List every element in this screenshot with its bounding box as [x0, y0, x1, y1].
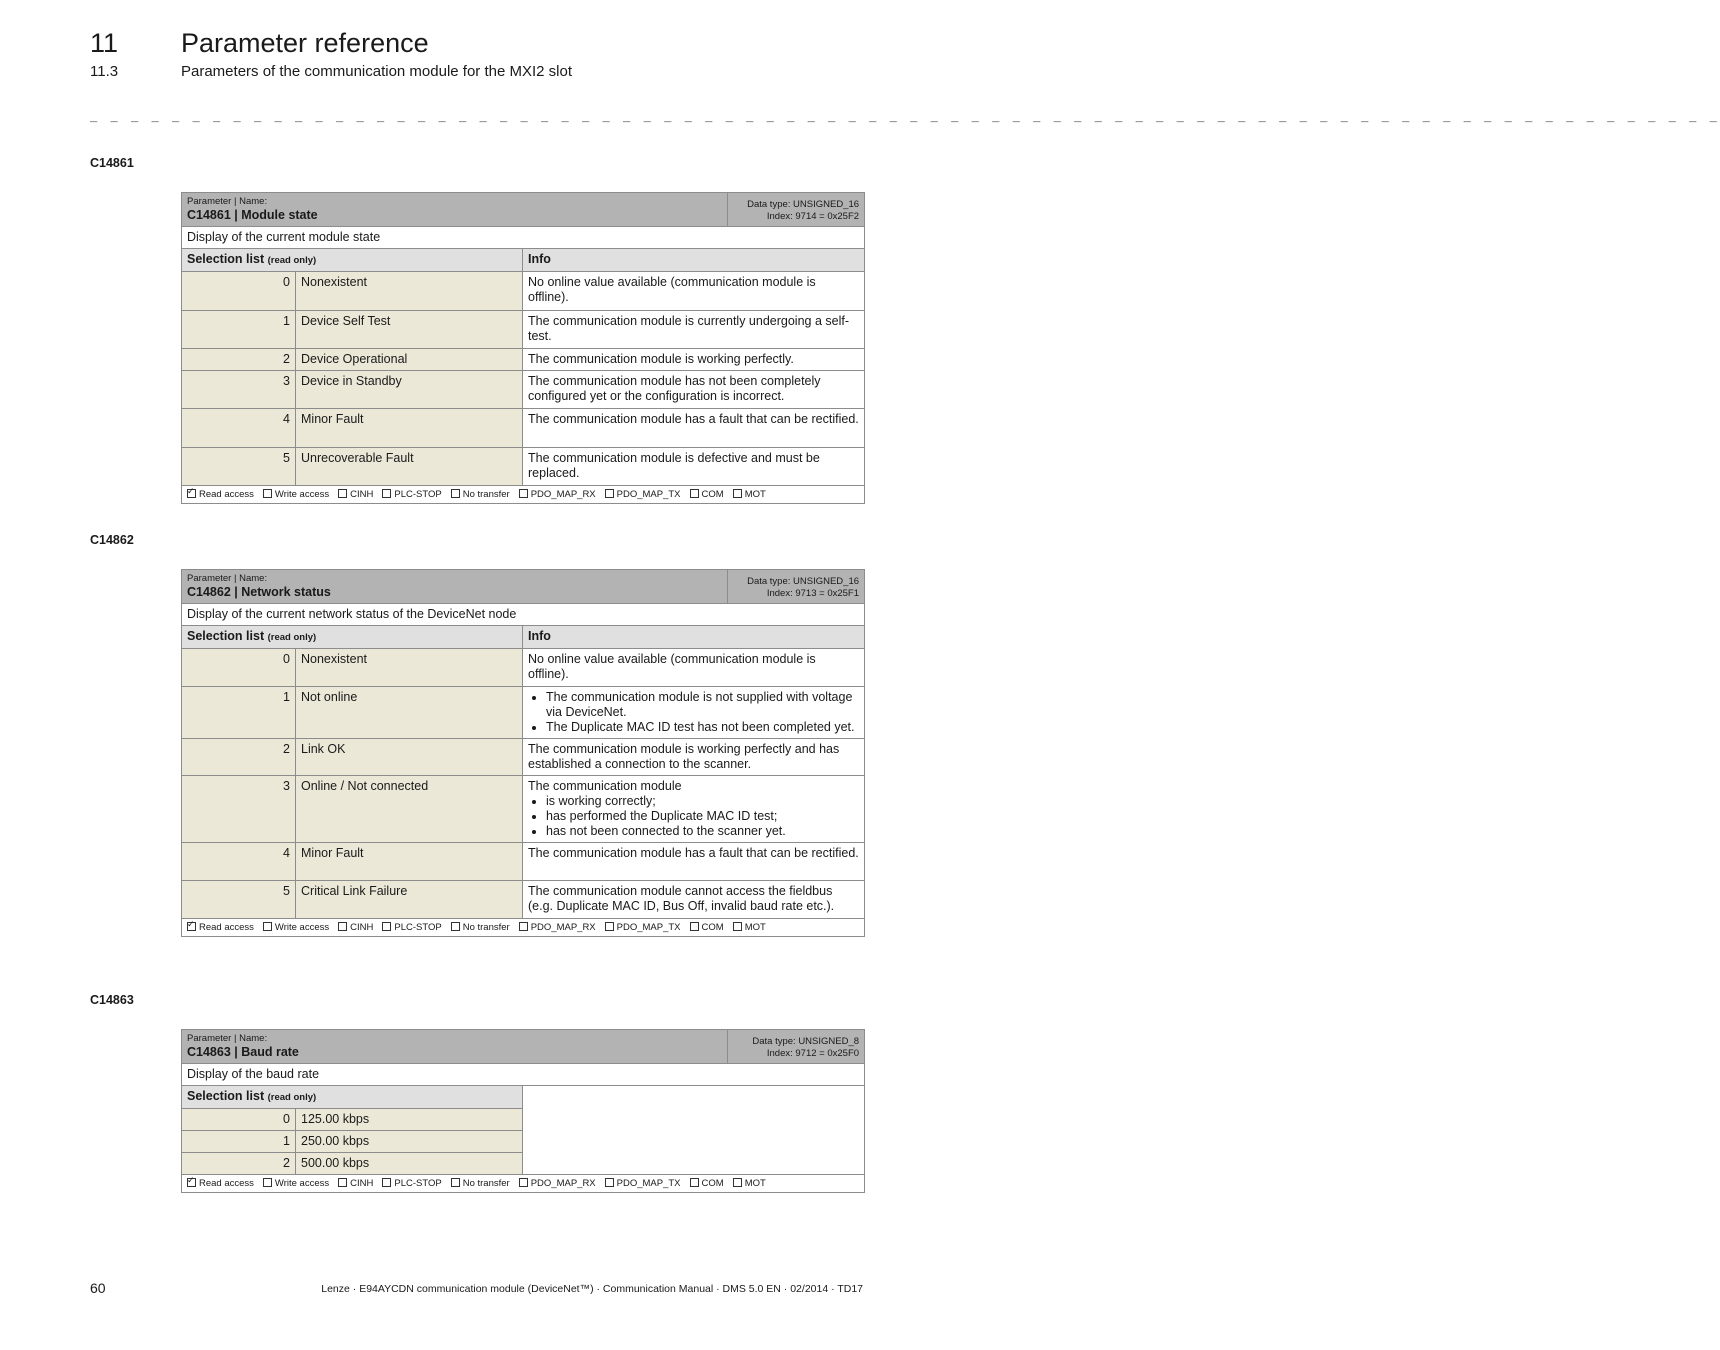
- param-header-row: [182, 570, 865, 604]
- access-flag: [519, 1177, 596, 1190]
- param-name-caption: Parameter | Name:: [187, 196, 268, 207]
- access-flag: [263, 1177, 329, 1190]
- access-flag: [187, 488, 254, 501]
- row-value: Device Operational: [296, 349, 523, 371]
- row-info: The communication module cannot access the fieldbus (e.g. Duplicate MAC ID, Bus Off, invalid baud rate etc.).: [523, 881, 865, 919]
- access-flag: [382, 1177, 441, 1190]
- data-type: Data type: UNSIGNED_16: [747, 199, 860, 210]
- access-flag-label: CINH: [350, 922, 374, 933]
- table-row: [182, 409, 865, 448]
- row-number: 5: [182, 881, 296, 919]
- access-flag-label: No transfer: [462, 922, 510, 933]
- access-flag-label: Write access: [274, 922, 330, 933]
- table-row: [182, 739, 865, 776]
- row-info: No online value available (communication module is offline).: [523, 649, 865, 687]
- row-number: 1: [182, 1131, 296, 1153]
- selection-header-row: [182, 1086, 865, 1109]
- row-number: 2: [182, 1153, 296, 1175]
- param-table-c14863: [181, 1029, 865, 1193]
- unchecked-box-icon: [733, 922, 742, 931]
- param-index: Index: 9714 = 0x25F2: [766, 211, 860, 222]
- param-name-caption: Parameter | Name:: [187, 573, 268, 584]
- row-number: 1: [182, 687, 296, 739]
- row-value: Online / Not connected: [296, 776, 523, 843]
- access-flag-label: PDO_MAP_TX: [616, 922, 681, 933]
- param-title: C14862 | Network status: [187, 585, 331, 599]
- access-flag-label: PLC-STOP: [394, 489, 442, 500]
- access-flag: [338, 1177, 373, 1190]
- row-value: Unrecoverable Fault: [296, 448, 523, 486]
- unchecked-box-icon: [451, 489, 460, 498]
- data-type: Data type: UNSIGNED_16: [747, 576, 860, 587]
- table-row: [182, 371, 865, 409]
- row-info: The communication module has a fault that can be rectified.: [523, 843, 865, 881]
- access-flag: [451, 488, 510, 501]
- unchecked-box-icon: [733, 1178, 742, 1187]
- access-flag: [733, 488, 766, 501]
- param-table-c14861: [181, 192, 865, 504]
- param-title: C14861 | Module state: [187, 208, 318, 222]
- unchecked-box-icon: [605, 1178, 614, 1187]
- access-flags-row: [182, 919, 865, 937]
- info-bullet: • The Duplicate MAC ID test has not been completed yet.: [546, 720, 859, 735]
- row-value: Critical Link Failure: [296, 881, 523, 919]
- param-heading: C14862: [90, 533, 134, 547]
- unchecked-box-icon: [733, 489, 742, 498]
- row-info: [523, 687, 865, 739]
- row-value: Device in Standby: [296, 371, 523, 409]
- access-flag: [187, 921, 254, 934]
- table-row: [182, 881, 865, 919]
- row-info: The communication module has a fault that can be rectified.: [523, 409, 865, 448]
- unchecked-box-icon: [263, 489, 272, 498]
- param-name-caption: Parameter | Name:: [187, 1033, 268, 1044]
- access-flag-label: Write access: [274, 1178, 330, 1189]
- unchecked-box-icon: [519, 922, 528, 931]
- row-number: 3: [182, 776, 296, 843]
- access-flag: [338, 488, 373, 501]
- access-flags: [182, 919, 865, 937]
- access-flag-label: COM: [701, 922, 724, 933]
- selection-header-row: [182, 249, 865, 272]
- access-flag-label: COM: [701, 1178, 724, 1189]
- access-flag: [733, 1177, 766, 1190]
- param-description: Display of the current module state: [182, 227, 865, 249]
- param-index: Index: 9713 = 0x25F1: [766, 588, 860, 599]
- unchecked-box-icon: [690, 1178, 699, 1187]
- page-number: 60: [90, 1280, 106, 1296]
- info-bullet: • The communication module is not supplied with voltage via DeviceNet.: [546, 690, 859, 720]
- access-flag: [605, 921, 681, 934]
- chapter-title: Parameter reference: [181, 28, 429, 58]
- access-flag: [605, 1177, 681, 1190]
- access-flags-row: [182, 486, 865, 504]
- param-index: Index: 9712 = 0x25F0: [766, 1048, 860, 1059]
- row-value: Not online: [296, 687, 523, 739]
- unchecked-box-icon: [382, 489, 391, 498]
- access-flag: [338, 921, 373, 934]
- access-flag-label: PDO_MAP_RX: [530, 1178, 596, 1189]
- header-divider: _ _ _ _ _ _ _ _ _ _ _ _ _ _ _ _ _ _ _ _ _ _ _ _ _ _ _ _ _ _ _ _ _ _ _ _ _ _ _ _ _ _ _ _ _ _ _ _ _ _ _ _ _ _ _ _ _ _ _ _ _ _ _ _ _ _ _ _ _ _ _ _ _ _ _ _ _ _ _ _: [90, 111, 1720, 125]
- empty-info-cell: [523, 1086, 865, 1175]
- row-value: Link OK: [296, 739, 523, 776]
- param-header-row: [182, 193, 865, 227]
- checked-box-icon: [187, 489, 196, 498]
- chapter-number: 11: [90, 28, 119, 58]
- access-flag-label: PDO_MAP_RX: [530, 922, 596, 933]
- param-title: C14863 | Baud rate: [187, 1045, 299, 1059]
- access-flag: [519, 921, 596, 934]
- section-number: 11.3: [90, 63, 119, 80]
- row-info: The communication module has not been completely configured yet or the configuration is incorrect.: [523, 371, 865, 409]
- access-flag: [690, 1177, 724, 1190]
- row-number: 4: [182, 843, 296, 881]
- access-flags-row: [182, 1175, 865, 1193]
- access-flag: [263, 488, 329, 501]
- read-only-label: (read only): [267, 1092, 317, 1103]
- unchecked-box-icon: [451, 922, 460, 931]
- access-flag-label: COM: [701, 489, 724, 500]
- unchecked-box-icon: [690, 922, 699, 931]
- table-row: [182, 843, 865, 881]
- unchecked-box-icon: [263, 922, 272, 931]
- table-row: [182, 687, 865, 739]
- unchecked-box-icon: [690, 489, 699, 498]
- row-value: Nonexistent: [296, 272, 523, 311]
- row-number: 0: [182, 649, 296, 687]
- param-description: Display of the current network status of the DeviceNet node: [182, 604, 865, 626]
- row-value: 500.00 kbps: [296, 1153, 523, 1175]
- access-flag-label: PDO_MAP_RX: [530, 489, 596, 500]
- unchecked-box-icon: [451, 1178, 460, 1187]
- table-row: [182, 649, 865, 687]
- access-flag: [382, 921, 441, 934]
- row-number: 2: [182, 349, 296, 371]
- row-number: 3: [182, 371, 296, 409]
- unchecked-box-icon: [338, 1178, 347, 1187]
- access-flag-label: PLC-STOP: [394, 1178, 442, 1189]
- access-flag: [519, 488, 596, 501]
- access-flag-label: PDO_MAP_TX: [616, 489, 681, 500]
- info-intro: The communication module: [528, 779, 682, 793]
- access-flag-label: Read access: [199, 489, 254, 500]
- row-value: Device Self Test: [296, 311, 523, 349]
- row-info: The communication module is defective and must be replaced.: [523, 448, 865, 486]
- access-flags: [182, 486, 865, 504]
- unchecked-box-icon: [263, 1178, 272, 1187]
- row-number: 0: [182, 1109, 296, 1131]
- checked-box-icon: [187, 922, 196, 931]
- data-type: Data type: UNSIGNED_8: [752, 1036, 860, 1047]
- row-value: 250.00 kbps: [296, 1131, 523, 1153]
- table-row: [182, 448, 865, 486]
- unchecked-box-icon: [519, 489, 528, 498]
- row-value: Nonexistent: [296, 649, 523, 687]
- param-heading: C14863: [90, 993, 134, 1007]
- row-number: 5: [182, 448, 296, 486]
- footer-text: Lenze · E94AYCDN communication module (DeviceNet™) · Communication Manual · DMS 5.0 EN · 02/2014 · TD17: [321, 1283, 863, 1295]
- unchecked-box-icon: [519, 1178, 528, 1187]
- access-flag: [451, 1177, 510, 1190]
- row-value: Minor Fault: [296, 409, 523, 448]
- unchecked-box-icon: [605, 489, 614, 498]
- access-flag-label: Read access: [199, 1178, 254, 1189]
- selection-list-label: Selection list: [187, 629, 265, 643]
- unchecked-box-icon: [338, 922, 347, 931]
- unchecked-box-icon: [605, 922, 614, 931]
- row-info: No online value available (communication module is offline).: [523, 272, 865, 311]
- row-number: 1: [182, 311, 296, 349]
- unchecked-box-icon: [382, 922, 391, 931]
- access-flag: [690, 921, 724, 934]
- access-flag: [605, 488, 681, 501]
- row-value: Minor Fault: [296, 843, 523, 881]
- row-number: 2: [182, 739, 296, 776]
- info-label: Info: [523, 249, 865, 272]
- info-bullet: • is working correctly;: [546, 794, 859, 809]
- row-info: [523, 776, 865, 843]
- table-row: [182, 311, 865, 349]
- access-flag: [690, 488, 724, 501]
- access-flag-label: No transfer: [462, 489, 510, 500]
- table-row: [182, 349, 865, 371]
- read-only-label: (read only): [267, 632, 317, 643]
- unchecked-box-icon: [382, 1178, 391, 1187]
- row-value: 125.00 kbps: [296, 1109, 523, 1131]
- access-flag: [263, 921, 329, 934]
- param-header-row: [182, 1030, 865, 1064]
- access-flag-label: PLC-STOP: [394, 922, 442, 933]
- access-flags: [182, 1175, 865, 1193]
- access-flag-label: MOT: [744, 922, 766, 933]
- row-info: The communication module is working perfectly.: [523, 349, 865, 371]
- access-flag-label: CINH: [350, 1178, 374, 1189]
- param-description: Display of the baud rate: [182, 1064, 865, 1086]
- selection-list-label: Selection list: [187, 252, 265, 266]
- info-bullet: • has not been connected to the scanner yet.: [546, 824, 859, 839]
- access-flag-label: CINH: [350, 489, 374, 500]
- info-bullet: • has performed the Duplicate MAC ID test;: [546, 809, 859, 824]
- row-info: The communication module is working perfectly and has established a connection to the scanner.: [523, 739, 865, 776]
- selection-header-row: [182, 626, 865, 649]
- selection-list-label: Selection list: [187, 1089, 265, 1103]
- row-number: 4: [182, 409, 296, 448]
- access-flag: [187, 1177, 254, 1190]
- row-number: 0: [182, 272, 296, 311]
- unchecked-box-icon: [338, 489, 347, 498]
- param-table-c14862: [181, 569, 865, 937]
- access-flag-label: Read access: [199, 922, 254, 933]
- read-only-label: (read only): [267, 255, 317, 266]
- section-title: Parameters of the communication module for the MXI2 slot: [181, 63, 573, 80]
- checked-box-icon: [187, 1178, 196, 1187]
- access-flag-label: PDO_MAP_TX: [616, 1178, 681, 1189]
- row-info: The communication module is currently undergoing a self-test.: [523, 311, 865, 349]
- info-label: Info: [523, 626, 865, 649]
- access-flag-label: MOT: [744, 1178, 766, 1189]
- access-flag-label: MOT: [744, 489, 766, 500]
- access-flag-label: Write access: [274, 489, 330, 500]
- access-flag: [382, 488, 441, 501]
- access-flag-label: No transfer: [462, 1178, 510, 1189]
- param-heading: C14861: [90, 156, 134, 170]
- access-flag: [451, 921, 510, 934]
- table-row: [182, 272, 865, 311]
- access-flag: [733, 921, 766, 934]
- table-row: [182, 776, 865, 843]
